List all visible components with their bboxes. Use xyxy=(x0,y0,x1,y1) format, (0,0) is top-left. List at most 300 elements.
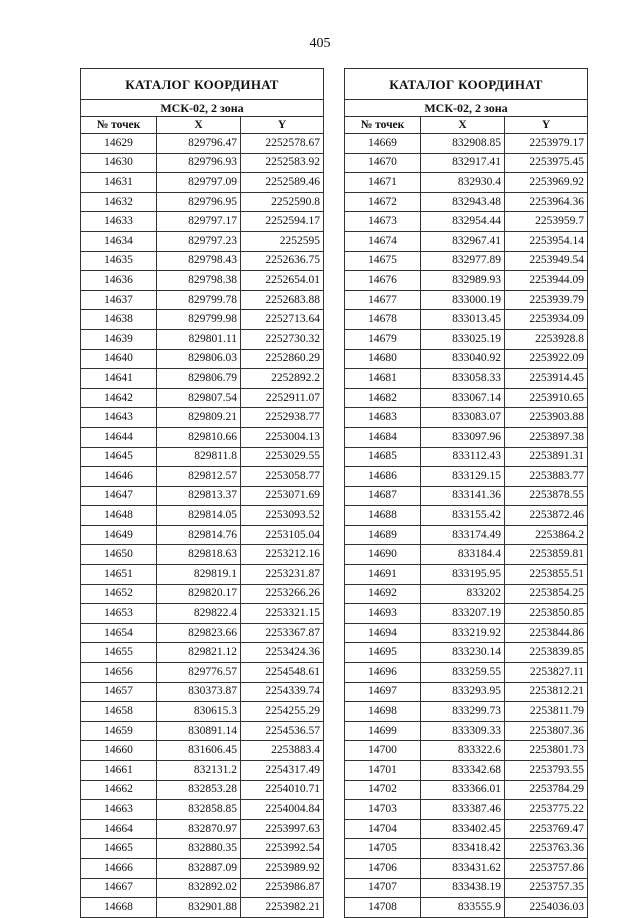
point-number-cell: 14678 xyxy=(345,310,421,330)
x-coordinate-cell: 830373.87 xyxy=(157,682,241,702)
point-number-cell: 14694 xyxy=(345,623,421,643)
y-coordinate-cell: 2252730.32 xyxy=(241,329,324,349)
column-header-point-number: № точек xyxy=(81,117,157,134)
x-coordinate-cell: 829798.43 xyxy=(157,251,241,271)
y-coordinate-cell: 2253424.36 xyxy=(241,643,324,663)
table-row xyxy=(345,839,588,859)
point-number-cell: 14683 xyxy=(345,408,421,428)
table-row xyxy=(81,369,324,389)
table-row xyxy=(81,467,324,487)
y-coordinate-cell: 2253914.45 xyxy=(505,369,588,389)
y-coordinate-cell: 2252594.17 xyxy=(241,212,324,232)
table-row xyxy=(345,721,588,741)
table-row xyxy=(81,447,324,467)
point-number-cell: 14634 xyxy=(81,231,157,251)
point-number-cell: 14632 xyxy=(81,192,157,212)
point-number-cell: 14637 xyxy=(81,290,157,310)
point-number-cell: 14645 xyxy=(81,447,157,467)
point-number-cell: 14651 xyxy=(81,565,157,585)
x-coordinate-cell: 832853.28 xyxy=(157,780,241,800)
x-coordinate-cell: 833097.96 xyxy=(421,427,505,447)
point-number-cell: 14676 xyxy=(345,271,421,291)
y-coordinate-cell: 2252578.67 xyxy=(241,134,324,154)
coordinate-catalog-left xyxy=(80,68,324,918)
table-row xyxy=(345,682,588,702)
y-coordinate-cell: 2253367.87 xyxy=(241,623,324,643)
point-number-cell: 14700 xyxy=(345,741,421,761)
table-row xyxy=(345,408,588,428)
point-number-cell: 14658 xyxy=(81,702,157,722)
y-coordinate-cell: 2253071.69 xyxy=(241,486,324,506)
point-number-cell: 14702 xyxy=(345,780,421,800)
x-coordinate-cell: 833207.19 xyxy=(421,604,505,624)
y-coordinate-cell: 2253811.79 xyxy=(505,702,588,722)
x-coordinate-cell: 829818.63 xyxy=(157,545,241,565)
table-row xyxy=(81,898,324,918)
x-coordinate-cell: 829814.76 xyxy=(157,525,241,545)
point-number-cell: 14635 xyxy=(81,251,157,271)
x-coordinate-cell: 829797.17 xyxy=(157,212,241,232)
y-coordinate-cell: 2253784.29 xyxy=(505,780,588,800)
point-number-cell: 14650 xyxy=(81,545,157,565)
table-row xyxy=(345,486,588,506)
table-row xyxy=(345,858,588,878)
point-number-cell: 14660 xyxy=(81,741,157,761)
y-coordinate-cell: 2253827.11 xyxy=(505,663,588,683)
point-number-cell: 14686 xyxy=(345,467,421,487)
point-number-cell: 14633 xyxy=(81,212,157,232)
y-coordinate-cell: 2252860.29 xyxy=(241,349,324,369)
table-row xyxy=(81,329,324,349)
x-coordinate-cell: 832887.09 xyxy=(157,858,241,878)
table-row xyxy=(81,486,324,506)
x-coordinate-cell: 833184.4 xyxy=(421,545,505,565)
point-number-cell: 14691 xyxy=(345,565,421,585)
table-row xyxy=(345,467,588,487)
x-coordinate-cell: 829797.09 xyxy=(157,173,241,193)
x-coordinate-cell: 833387.46 xyxy=(421,800,505,820)
y-coordinate-cell: 2253986.87 xyxy=(241,878,324,898)
point-number-cell: 14695 xyxy=(345,643,421,663)
table-row xyxy=(81,271,324,291)
y-coordinate-cell: 2253903.88 xyxy=(505,408,588,428)
x-coordinate-cell: 833000.19 xyxy=(421,290,505,310)
y-coordinate-cell: 2253769.47 xyxy=(505,819,588,839)
y-coordinate-cell: 2253775.22 xyxy=(505,800,588,820)
table-row xyxy=(345,212,588,232)
y-coordinate-cell: 2253959.7 xyxy=(505,212,588,232)
catalog-title: КАТАЛОГ КООРДИНАТ xyxy=(81,69,324,100)
point-number-cell: 14652 xyxy=(81,584,157,604)
table-row xyxy=(345,134,588,154)
table-row xyxy=(345,153,588,173)
table-row xyxy=(345,388,588,408)
table-row xyxy=(81,231,324,251)
y-coordinate-cell: 2253897.38 xyxy=(505,427,588,447)
x-coordinate-cell: 833309.33 xyxy=(421,721,505,741)
y-coordinate-cell: 2252911.07 xyxy=(241,388,324,408)
y-coordinate-cell: 2252583.92 xyxy=(241,153,324,173)
y-coordinate-cell: 2252683.88 xyxy=(241,290,324,310)
table-row xyxy=(81,623,324,643)
table-row xyxy=(81,349,324,369)
point-number-cell: 14669 xyxy=(345,134,421,154)
x-coordinate-cell: 829822.4 xyxy=(157,604,241,624)
point-number-cell: 14639 xyxy=(81,329,157,349)
x-coordinate-cell: 833366.01 xyxy=(421,780,505,800)
x-coordinate-cell: 832880.35 xyxy=(157,839,241,859)
table-row xyxy=(345,878,588,898)
x-coordinate-cell: 829810.66 xyxy=(157,427,241,447)
point-number-cell: 14682 xyxy=(345,388,421,408)
point-number-cell: 14636 xyxy=(81,271,157,291)
table-row xyxy=(345,271,588,291)
point-number-cell: 14648 xyxy=(81,506,157,526)
x-coordinate-cell: 831606.45 xyxy=(157,741,241,761)
x-coordinate-cell: 833141.36 xyxy=(421,486,505,506)
x-coordinate-cell: 829814.05 xyxy=(157,506,241,526)
table-row xyxy=(345,447,588,467)
table-row xyxy=(81,741,324,761)
y-coordinate-cell: 2253883.4 xyxy=(241,741,324,761)
catalog-title: КАТАЛОГ КООРДИНАТ xyxy=(345,69,588,100)
table-row xyxy=(345,290,588,310)
x-coordinate-cell: 833174.49 xyxy=(421,525,505,545)
y-coordinate-cell: 2252938.77 xyxy=(241,408,324,428)
y-coordinate-cell: 2253939.79 xyxy=(505,290,588,310)
y-coordinate-cell: 2253844.86 xyxy=(505,623,588,643)
y-coordinate-cell: 2254255.29 xyxy=(241,702,324,722)
y-coordinate-cell: 2253793.55 xyxy=(505,761,588,781)
table-row xyxy=(345,604,588,624)
x-coordinate-cell: 829821.12 xyxy=(157,643,241,663)
point-number-cell: 14668 xyxy=(81,898,157,918)
column-header-x: X xyxy=(421,117,505,134)
y-coordinate-cell: 2253105.04 xyxy=(241,525,324,545)
y-coordinate-cell: 2253850.85 xyxy=(505,604,588,624)
x-coordinate-cell: 832967.41 xyxy=(421,231,505,251)
table-row xyxy=(345,329,588,349)
point-number-cell: 14630 xyxy=(81,153,157,173)
table-row xyxy=(345,623,588,643)
point-number-cell: 14701 xyxy=(345,761,421,781)
table-row xyxy=(81,173,324,193)
point-number-cell: 14659 xyxy=(81,721,157,741)
y-coordinate-cell: 2253944.09 xyxy=(505,271,588,291)
table-row xyxy=(345,173,588,193)
x-coordinate-cell: 829819.1 xyxy=(157,565,241,585)
point-number-cell: 14629 xyxy=(81,134,157,154)
x-coordinate-cell: 832930.4 xyxy=(421,173,505,193)
table-row xyxy=(81,310,324,330)
table-row xyxy=(81,858,324,878)
x-coordinate-cell: 832901.88 xyxy=(157,898,241,918)
point-number-cell: 14689 xyxy=(345,525,421,545)
x-coordinate-cell: 833058.33 xyxy=(421,369,505,389)
point-number-cell: 14674 xyxy=(345,231,421,251)
x-coordinate-cell: 829796.93 xyxy=(157,153,241,173)
x-coordinate-cell: 833322.6 xyxy=(421,741,505,761)
y-coordinate-cell: 2253854.25 xyxy=(505,584,588,604)
y-coordinate-cell: 2253975.45 xyxy=(505,153,588,173)
y-coordinate-cell: 2253757.86 xyxy=(505,858,588,878)
y-coordinate-cell: 2253922.09 xyxy=(505,349,588,369)
point-number-cell: 14662 xyxy=(81,780,157,800)
column-header-point-number: № точек xyxy=(345,117,421,134)
y-coordinate-cell: 2252654.01 xyxy=(241,271,324,291)
table-row xyxy=(81,506,324,526)
point-number-cell: 14641 xyxy=(81,369,157,389)
x-coordinate-cell: 833438.19 xyxy=(421,878,505,898)
y-coordinate-cell: 2253859.81 xyxy=(505,545,588,565)
x-coordinate-cell: 833293.95 xyxy=(421,682,505,702)
table-row xyxy=(345,800,588,820)
x-coordinate-cell: 833219.92 xyxy=(421,623,505,643)
x-coordinate-cell: 832954.44 xyxy=(421,212,505,232)
point-number-cell: 14698 xyxy=(345,702,421,722)
x-coordinate-cell: 833299.73 xyxy=(421,702,505,722)
y-coordinate-cell: 2253058.77 xyxy=(241,467,324,487)
x-coordinate-cell: 833083.07 xyxy=(421,408,505,428)
table-row xyxy=(81,212,324,232)
point-number-cell: 14642 xyxy=(81,388,157,408)
x-coordinate-cell: 829801.11 xyxy=(157,329,241,349)
x-coordinate-cell: 829811.8 xyxy=(157,447,241,467)
y-coordinate-cell: 2253807.36 xyxy=(505,721,588,741)
x-coordinate-cell: 832977.89 xyxy=(421,251,505,271)
x-coordinate-cell: 833202 xyxy=(421,584,505,604)
y-coordinate-cell: 2253757.35 xyxy=(505,878,588,898)
table-row xyxy=(81,290,324,310)
y-coordinate-cell: 2253979.17 xyxy=(505,134,588,154)
point-number-cell: 14675 xyxy=(345,251,421,271)
y-coordinate-cell: 2254010.71 xyxy=(241,780,324,800)
x-coordinate-cell: 832858.85 xyxy=(157,800,241,820)
table-row xyxy=(81,780,324,800)
table-row xyxy=(345,761,588,781)
y-coordinate-cell: 2254004.84 xyxy=(241,800,324,820)
table-row xyxy=(81,408,324,428)
point-number-cell: 14671 xyxy=(345,173,421,193)
point-number-cell: 14697 xyxy=(345,682,421,702)
column-header-y: Y xyxy=(241,117,324,134)
table-row xyxy=(81,839,324,859)
y-coordinate-cell: 2253934.09 xyxy=(505,310,588,330)
y-coordinate-cell: 2254317.49 xyxy=(241,761,324,781)
point-number-cell: 14684 xyxy=(345,427,421,447)
point-number-cell: 14665 xyxy=(81,839,157,859)
y-coordinate-cell: 2253231.87 xyxy=(241,565,324,585)
x-coordinate-cell: 832892.02 xyxy=(157,878,241,898)
point-number-cell: 14681 xyxy=(345,369,421,389)
point-number-cell: 14677 xyxy=(345,290,421,310)
point-number-cell: 14703 xyxy=(345,800,421,820)
point-number-cell: 14666 xyxy=(81,858,157,878)
table-row xyxy=(345,565,588,585)
y-coordinate-cell: 2253883.77 xyxy=(505,467,588,487)
y-coordinate-cell: 2253982.21 xyxy=(241,898,324,918)
x-coordinate-cell: 829799.98 xyxy=(157,310,241,330)
x-coordinate-cell: 833555.9 xyxy=(421,898,505,918)
point-number-cell: 14649 xyxy=(81,525,157,545)
point-number-cell: 14661 xyxy=(81,761,157,781)
table-row xyxy=(345,251,588,271)
y-coordinate-cell: 2254036.03 xyxy=(505,898,588,918)
x-coordinate-cell: 829806.03 xyxy=(157,349,241,369)
x-coordinate-cell: 829813.37 xyxy=(157,486,241,506)
table-row xyxy=(81,604,324,624)
table-row xyxy=(345,702,588,722)
table-row xyxy=(81,643,324,663)
x-coordinate-cell: 833418.42 xyxy=(421,839,505,859)
table-row xyxy=(345,506,588,526)
table-row xyxy=(81,819,324,839)
table-row xyxy=(81,388,324,408)
table-row xyxy=(345,310,588,330)
table-row xyxy=(345,369,588,389)
y-coordinate-cell: 2253864.2 xyxy=(505,525,588,545)
point-number-cell: 14643 xyxy=(81,408,157,428)
catalog-subtitle: МСК-02, 2 зона xyxy=(81,100,324,117)
x-coordinate-cell: 833129.15 xyxy=(421,467,505,487)
x-coordinate-cell: 829807.54 xyxy=(157,388,241,408)
x-coordinate-cell: 832943.48 xyxy=(421,192,505,212)
point-number-cell: 14705 xyxy=(345,839,421,859)
x-coordinate-cell: 833013.45 xyxy=(421,310,505,330)
table-row xyxy=(81,584,324,604)
x-coordinate-cell: 833155.42 xyxy=(421,506,505,526)
y-coordinate-cell: 2253855.51 xyxy=(505,565,588,585)
y-coordinate-cell: 2253891.31 xyxy=(505,447,588,467)
coordinate-catalog-right xyxy=(344,68,588,918)
x-coordinate-cell: 830891.14 xyxy=(157,721,241,741)
table-row xyxy=(345,819,588,839)
x-coordinate-cell: 829820.17 xyxy=(157,584,241,604)
y-coordinate-cell: 2253321.15 xyxy=(241,604,324,624)
point-number-cell: 14692 xyxy=(345,584,421,604)
table-row xyxy=(81,251,324,271)
point-number-cell: 14680 xyxy=(345,349,421,369)
y-coordinate-cell: 2253992.54 xyxy=(241,839,324,859)
y-coordinate-cell: 2253266.26 xyxy=(241,584,324,604)
column-header-y: Y xyxy=(505,117,588,134)
table-row xyxy=(81,134,324,154)
x-coordinate-cell: 833040.92 xyxy=(421,349,505,369)
y-coordinate-cell: 2254536.57 xyxy=(241,721,324,741)
y-coordinate-cell: 2252636.75 xyxy=(241,251,324,271)
x-coordinate-cell: 832131.2 xyxy=(157,761,241,781)
point-number-cell: 14679 xyxy=(345,329,421,349)
point-number-cell: 14688 xyxy=(345,506,421,526)
y-coordinate-cell: 2252590.8 xyxy=(241,192,324,212)
point-number-cell: 14663 xyxy=(81,800,157,820)
point-number-cell: 14706 xyxy=(345,858,421,878)
x-coordinate-cell: 829797.23 xyxy=(157,231,241,251)
table-row xyxy=(345,545,588,565)
catalog-subtitle: МСК-02, 2 зона xyxy=(345,100,588,117)
catalog-body xyxy=(81,134,324,918)
x-coordinate-cell: 829806.79 xyxy=(157,369,241,389)
table-row xyxy=(81,800,324,820)
x-coordinate-cell: 833230.14 xyxy=(421,643,505,663)
table-row xyxy=(81,878,324,898)
point-number-cell: 14699 xyxy=(345,721,421,741)
point-number-cell: 14653 xyxy=(81,604,157,624)
y-coordinate-cell: 2253997.63 xyxy=(241,819,324,839)
x-coordinate-cell: 829798.38 xyxy=(157,271,241,291)
table-row xyxy=(81,192,324,212)
table-row xyxy=(81,427,324,447)
table-row xyxy=(345,525,588,545)
table-row xyxy=(81,721,324,741)
table-row xyxy=(345,192,588,212)
x-coordinate-cell: 833431.62 xyxy=(421,858,505,878)
table-row xyxy=(81,153,324,173)
point-number-cell: 14664 xyxy=(81,819,157,839)
y-coordinate-cell: 2253964.36 xyxy=(505,192,588,212)
table-row xyxy=(81,682,324,702)
page-number: 405 xyxy=(309,36,331,51)
x-coordinate-cell: 833112.43 xyxy=(421,447,505,467)
y-coordinate-cell: 2253910.65 xyxy=(505,388,588,408)
table-row xyxy=(345,741,588,761)
y-coordinate-cell: 2252589.46 xyxy=(241,173,324,193)
table-row xyxy=(345,643,588,663)
x-coordinate-cell: 832870.97 xyxy=(157,819,241,839)
point-number-cell: 14667 xyxy=(81,878,157,898)
table-row xyxy=(345,898,588,918)
y-coordinate-cell: 2253004.13 xyxy=(241,427,324,447)
y-coordinate-cell: 2252595 xyxy=(241,231,324,251)
table-row xyxy=(81,761,324,781)
point-number-cell: 14640 xyxy=(81,349,157,369)
point-number-cell: 14656 xyxy=(81,663,157,683)
x-coordinate-cell: 832989.93 xyxy=(421,271,505,291)
y-coordinate-cell: 2252713.64 xyxy=(241,310,324,330)
table-row xyxy=(81,545,324,565)
y-coordinate-cell: 2254548.61 xyxy=(241,663,324,683)
point-number-cell: 14670 xyxy=(345,153,421,173)
y-coordinate-cell: 2253093.52 xyxy=(241,506,324,526)
point-number-cell: 14707 xyxy=(345,878,421,898)
point-number-cell: 14657 xyxy=(81,682,157,702)
y-coordinate-cell: 2253839.85 xyxy=(505,643,588,663)
x-coordinate-cell: 833195.95 xyxy=(421,565,505,585)
table-row xyxy=(81,525,324,545)
y-coordinate-cell: 2254339.74 xyxy=(241,682,324,702)
table-row xyxy=(81,702,324,722)
x-coordinate-cell: 833259.55 xyxy=(421,663,505,683)
table-row xyxy=(81,663,324,683)
point-number-cell: 14693 xyxy=(345,604,421,624)
x-coordinate-cell: 833402.45 xyxy=(421,819,505,839)
y-coordinate-cell: 2253872.46 xyxy=(505,506,588,526)
point-number-cell: 14672 xyxy=(345,192,421,212)
point-number-cell: 14704 xyxy=(345,819,421,839)
point-number-cell: 14644 xyxy=(81,427,157,447)
table-row xyxy=(345,427,588,447)
point-number-cell: 14647 xyxy=(81,486,157,506)
x-coordinate-cell: 829796.47 xyxy=(157,134,241,154)
x-coordinate-cell: 829799.78 xyxy=(157,290,241,310)
table-row xyxy=(345,780,588,800)
y-coordinate-cell: 2253949.54 xyxy=(505,251,588,271)
x-coordinate-cell: 829796.95 xyxy=(157,192,241,212)
y-coordinate-cell: 2253763.36 xyxy=(505,839,588,859)
point-number-cell: 14638 xyxy=(81,310,157,330)
y-coordinate-cell: 2253954.14 xyxy=(505,231,588,251)
y-coordinate-cell: 2253969.92 xyxy=(505,173,588,193)
